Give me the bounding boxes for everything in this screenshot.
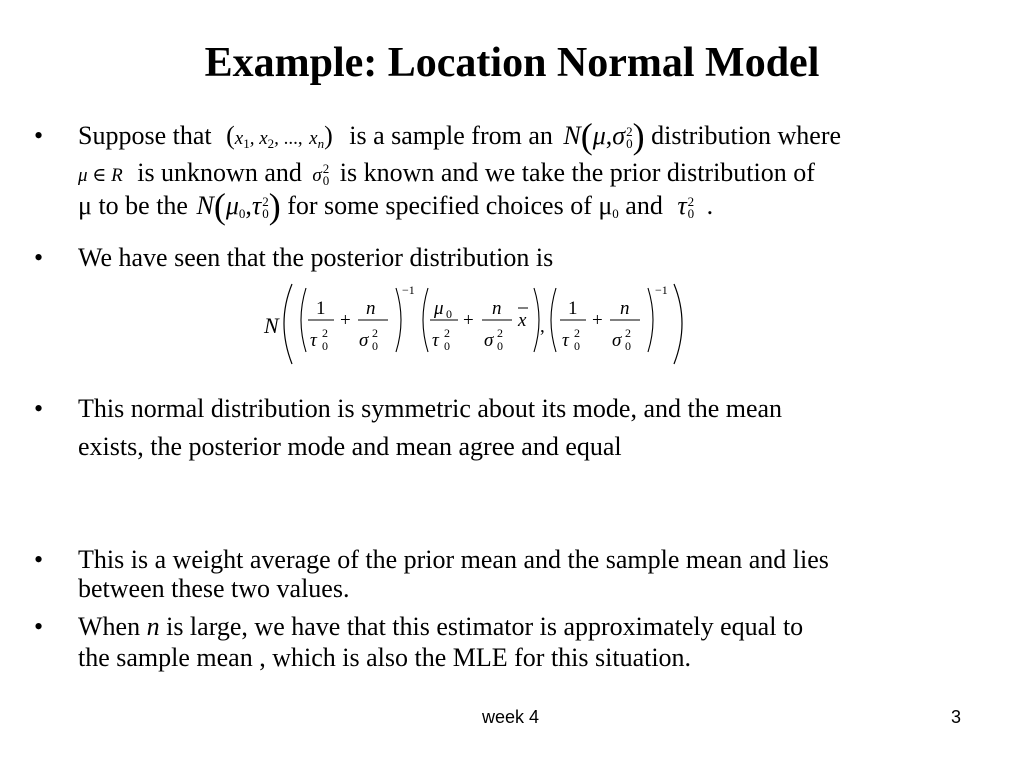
frac1-sup: 2 — [322, 326, 328, 340]
mu-in-R: μ ∈ R — [78, 165, 123, 186]
group1-paren-right — [396, 288, 401, 352]
bullet-1-line-3 — [78, 186, 714, 229]
xbar: x — [518, 310, 527, 331]
plus-2: + — [463, 310, 474, 331]
slide-title: Example: Location Normal Model — [204, 40, 820, 86]
text-distribution-where: distribution where — [651, 121, 842, 150]
mu0-subscript: 0 — [612, 206, 619, 221]
text-suppose: Suppose that — [78, 121, 212, 150]
bullet-4-line-1: This is a weight average of the prior mean and the sample mean and lies — [78, 545, 829, 574]
frac6-num: n — [620, 298, 630, 319]
bullet-3-line-2: exists, the posterior mode and mean agree and equal — [78, 432, 622, 461]
normal-mu0-tau0: $N(\mu_0,\tau$ 2 0 ) — [196, 186, 281, 226]
text-and: and — [625, 191, 663, 220]
text-mu-to-be: μ to be the — [78, 191, 188, 220]
normal-mu-sigma: N(μ,σ 2 0 ) — [563, 116, 645, 156]
frac1-sub: 0 — [322, 339, 328, 353]
bullet-4-line-2: between these two values. — [78, 574, 350, 603]
frac4-sub: 0 — [497, 339, 503, 353]
group1-paren-left — [301, 288, 306, 352]
group2-paren-left — [423, 288, 428, 352]
bullet-symbol: • — [34, 121, 44, 150]
bullet-1-line-2 — [78, 157, 815, 191]
frac3-num-mu: μ — [434, 298, 444, 319]
group3-paren-right — [648, 288, 653, 352]
inv-2: −1 — [655, 283, 668, 297]
bullet-symbol: • — [34, 243, 44, 272]
inv-1: −1 — [402, 283, 415, 297]
bullet-1-line-1 — [78, 116, 842, 159]
frac2-sup: 2 — [372, 326, 378, 340]
plus-1: + — [340, 310, 351, 331]
text-period: . — [706, 191, 714, 220]
frac2-sub: 0 — [372, 339, 378, 353]
frac5-sup: 2 — [574, 326, 580, 340]
bullet-symbol: • — [34, 394, 44, 423]
bullet-2-line-1: We have seen that the posterior distribution is — [78, 243, 554, 272]
frac4-num: n — [492, 298, 502, 319]
bullet-3-line-1: This normal distribution is symmetric about its mode, and the mean — [78, 394, 783, 423]
plus-3: + — [592, 310, 603, 331]
text-specified-choices: for some specified choices of μ — [287, 191, 613, 220]
outer-paren-left — [284, 284, 292, 364]
group2-paren-right — [534, 288, 539, 352]
sigma0-squared: σ 2 0 — [312, 161, 330, 189]
frac6-den-sigma: σ — [612, 330, 622, 351]
formula-comma: , — [540, 316, 545, 337]
n-variable: n — [146, 612, 160, 641]
frac5-den-tau: τ — [562, 330, 569, 351]
outer-paren-right — [674, 284, 682, 364]
text-sample-from: is a sample from an — [349, 121, 553, 150]
frac6-sup: 2 — [625, 326, 631, 340]
frac1-num: 1 — [316, 298, 326, 319]
text-known-and-prior: is known and we take the prior distribution of — [339, 158, 815, 187]
sample-vector: ($x_1$, $x_2$, ..., $x_n$) — [226, 121, 333, 151]
bullet-symbol: • — [34, 612, 44, 641]
frac3-num-sub: 0 — [446, 307, 452, 321]
frac4-den-sigma: σ — [484, 330, 494, 351]
formula-N: N — [264, 313, 279, 338]
page-number: 3 — [951, 707, 962, 727]
text-unknown-and: is unknown and — [137, 158, 302, 187]
bullet-5-line-1 — [78, 611, 803, 642]
group3-paren-left — [551, 288, 556, 352]
frac1-den-tau: τ — [310, 330, 317, 351]
posterior-formula — [262, 278, 702, 368]
frac6-sub: 0 — [625, 339, 631, 353]
text-is-large: is large, we have that this estimator is approximately equal to — [166, 612, 804, 641]
frac5-sub: 0 — [574, 339, 580, 353]
frac4-sup: 2 — [497, 326, 503, 340]
tau0-squared: τ 2 0 — [677, 191, 695, 222]
text-when: When — [78, 612, 141, 641]
bullet-symbol: • — [34, 545, 44, 574]
frac3-sub: 0 — [444, 339, 450, 353]
frac3-sup: 2 — [444, 326, 450, 340]
frac2-den-sigma: σ — [359, 330, 369, 351]
bullet-5-line-2: the sample mean , which is also the MLE for this situation. — [78, 643, 692, 672]
frac3-den-tau: τ — [432, 330, 439, 351]
frac2-num: n — [366, 298, 376, 319]
frac5-num: 1 — [568, 298, 578, 319]
footer-week: week 4 — [482, 707, 540, 727]
